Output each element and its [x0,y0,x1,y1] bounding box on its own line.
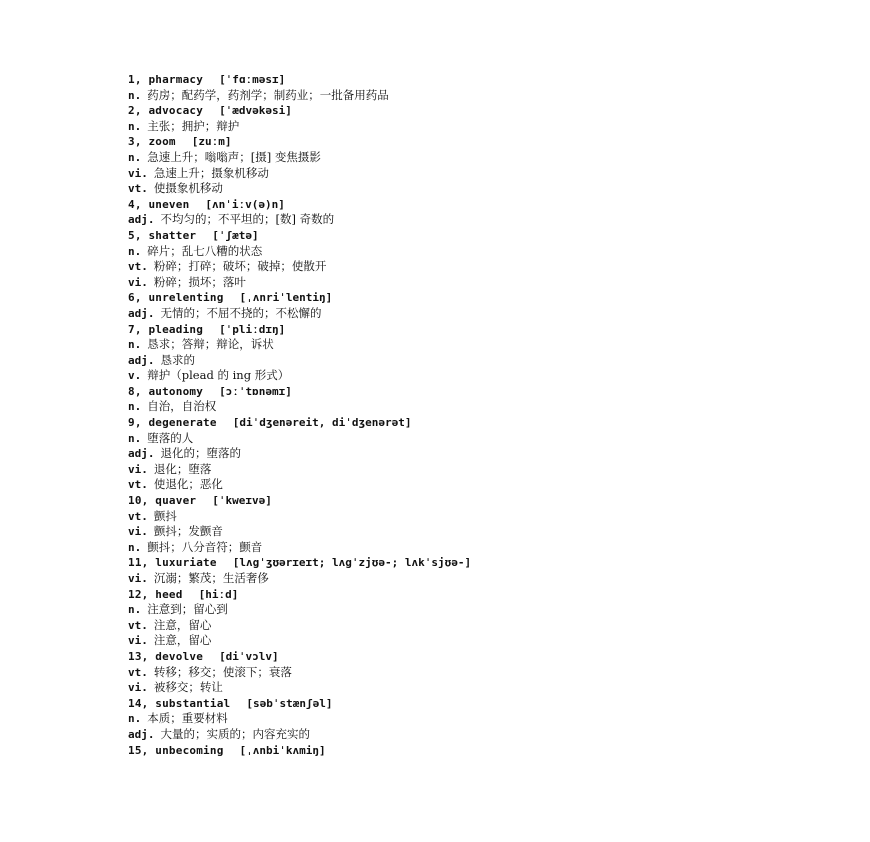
definition: 颤抖 [153,508,177,523]
entry-headword-line [128,743,688,759]
entry-headword-line [128,134,688,150]
sense-line [128,431,688,447]
sense-line [128,275,688,291]
sense-line [128,337,688,353]
sense-line [128,212,688,228]
sense-line [128,244,688,260]
phonetic: [ˈʃætə] [212,228,259,242]
entry-headword-line [128,322,688,338]
headword: 14, substantial [128,696,231,710]
definition: 颤抖；发颤音 [153,524,223,539]
sense-line [128,259,688,275]
headword: 12, heed [128,587,183,601]
part-of-speech: vt. [128,260,148,274]
part-of-speech: adj. [128,213,155,227]
part-of-speech: adj. [128,306,155,320]
definition: 碎片；乱七八糟的状态 [147,243,263,258]
part-of-speech: adj. [128,353,155,367]
sense-line [128,166,688,182]
sense-line [128,540,688,556]
definition: 退化的；堕落的 [160,446,241,461]
part-of-speech: n. [128,540,142,554]
sense-line [128,602,688,618]
part-of-speech: n. [128,88,142,102]
sense-line [128,181,688,197]
part-of-speech: vt. [128,618,148,632]
part-of-speech: vi. [128,681,148,695]
phonetic: [ˈkweɪvə] [212,494,272,508]
phonetic: [ˌʌnriˈlentiŋ] [239,291,333,305]
sense-line [128,88,688,104]
definition: 粉碎；损坏；落叶 [153,274,246,289]
definition: 粉碎；打碎；破坏；破掉；使散开 [153,259,327,274]
definition: 急速上升；摄象机移动 [153,165,269,180]
entry-headword-line [128,555,688,571]
phonetic: [səbˈstænʃəl] [246,696,333,710]
phonetic: [ɔːˈtɒnəmɪ] [219,384,292,398]
part-of-speech: n. [128,244,142,258]
part-of-speech: adj. [128,447,155,461]
part-of-speech: vt. [128,665,148,679]
definition: 注意到；留心到 [147,602,228,617]
sense-line [128,306,688,322]
sense-line [128,368,688,384]
part-of-speech: vi. [128,634,148,648]
part-of-speech: vt. [128,478,148,492]
definition: 药房；配药学，药剂学；制药业；一批备用药品 [147,87,389,102]
entry-headword-line [128,587,688,603]
part-of-speech: n. [128,431,142,445]
sense-line [128,119,688,135]
definition: 恳求；答辩；辩论，诉状 [147,337,274,352]
definition: 无情的；不屈不挠的；不松懈的 [160,305,322,320]
headword: 3, zoom [128,135,176,149]
phonetic: [diˈvɔlv] [219,649,279,663]
sense-line [128,509,688,525]
definition: 急速上升；嗡嗡声；[摄] 变焦摄影 [147,149,321,164]
vocabulary-list [128,72,688,758]
phonetic: [ˈfɑːməsɪ] [219,73,286,86]
part-of-speech: n. [128,150,142,164]
sense-line [128,524,688,540]
headword: 2, advocacy [128,104,204,118]
phonetic: [ˈædvəkəsi] [219,104,292,118]
part-of-speech: n. [128,603,142,617]
phonetic: [ʌnˈiːv(ə)n] [205,197,285,211]
entry-headword-line [128,72,688,88]
sense-line [128,711,688,727]
phonetic: [hiːd] [198,587,239,601]
part-of-speech: n. [128,400,142,414]
sense-line [128,399,688,415]
part-of-speech: vt. [128,509,148,523]
headword: 1, pharmacy [128,73,204,86]
entry-headword-line [128,649,688,665]
entry-headword-line [128,103,688,119]
part-of-speech: vi. [128,462,148,476]
definition: 使摄象机移动 [153,181,223,196]
phonetic: [lʌgˈʒʊərɪeɪt; lʌgˈzjʊə-; lʌkˈsjʊə-] [232,556,472,570]
definition: 使退化；恶化 [153,477,223,492]
phonetic: [zuːm] [191,135,232,149]
definition: 颤抖；八分音符；颤音 [147,539,263,554]
definition: 不均匀的；不平坦的；[数] 奇数的 [160,212,335,227]
definition: 转移；移交；使滚下；衰落 [153,664,292,679]
definition: 被移交；转让 [153,680,223,695]
headword: 6, unrelenting [128,291,224,305]
entry-headword-line [128,290,688,306]
definition: 沉溺；繁茂；生活奢侈 [153,571,269,585]
headword: 4, uneven [128,197,190,211]
headword: 15, unbecoming [128,743,224,757]
part-of-speech: vi. [128,275,148,289]
part-of-speech: n. [128,119,142,133]
sense-line [128,665,688,681]
headword: 8, autonomy [128,384,204,398]
part-of-speech: vi. [128,166,148,180]
sense-line [128,353,688,369]
part-of-speech: adj. [128,727,155,741]
sense-line [128,150,688,166]
sense-line [128,477,688,493]
definition: 自治，自治权 [147,399,217,414]
definition: 堕落的人 [147,430,194,445]
headword: 5, shatter [128,228,197,242]
part-of-speech: vi. [128,572,148,585]
sense-line [128,633,688,649]
phonetic: [ˈpliːdɪŋ] [219,322,286,336]
definition: 大量的；实质的；内容充实的 [160,726,310,741]
sense-line [128,571,688,587]
part-of-speech: v. [128,369,142,383]
definition: 注意，留心 [153,633,212,648]
part-of-speech: n. [128,338,142,352]
entry-headword-line [128,696,688,712]
definition: 辩护（plead 的 ing 形式） [147,368,290,383]
sense-line [128,446,688,462]
entry-headword-line [128,415,688,431]
headword: 11, luxuriate [128,556,217,570]
definition: 本质；重要材料 [147,711,228,726]
sense-line [128,618,688,634]
phonetic: [diˈdʒenəreit, diˈdʒenərət] [232,416,412,430]
definition: 注意，留心 [153,617,212,632]
definition: 恳求的 [160,352,195,367]
part-of-speech: n. [128,712,142,726]
sense-line [128,727,688,743]
part-of-speech: vi. [128,525,148,539]
headword: 9, degenerate [128,416,217,430]
sense-line [128,680,688,696]
entry-headword-line [128,197,688,213]
entry-headword-line [128,493,688,509]
phonetic: [ˌʌnbiˈkʌmiŋ] [239,743,326,757]
sense-line [128,462,688,478]
entry-headword-line [128,228,688,244]
headword: 13, devolve [128,649,204,663]
headword: 7, pleading [128,322,204,336]
entry-headword-line [128,384,688,400]
headword: 10, quaver [128,494,197,508]
part-of-speech: vt. [128,182,148,196]
definition: 退化；堕落 [153,461,212,476]
definition: 主张；拥护；辩护 [147,118,240,133]
